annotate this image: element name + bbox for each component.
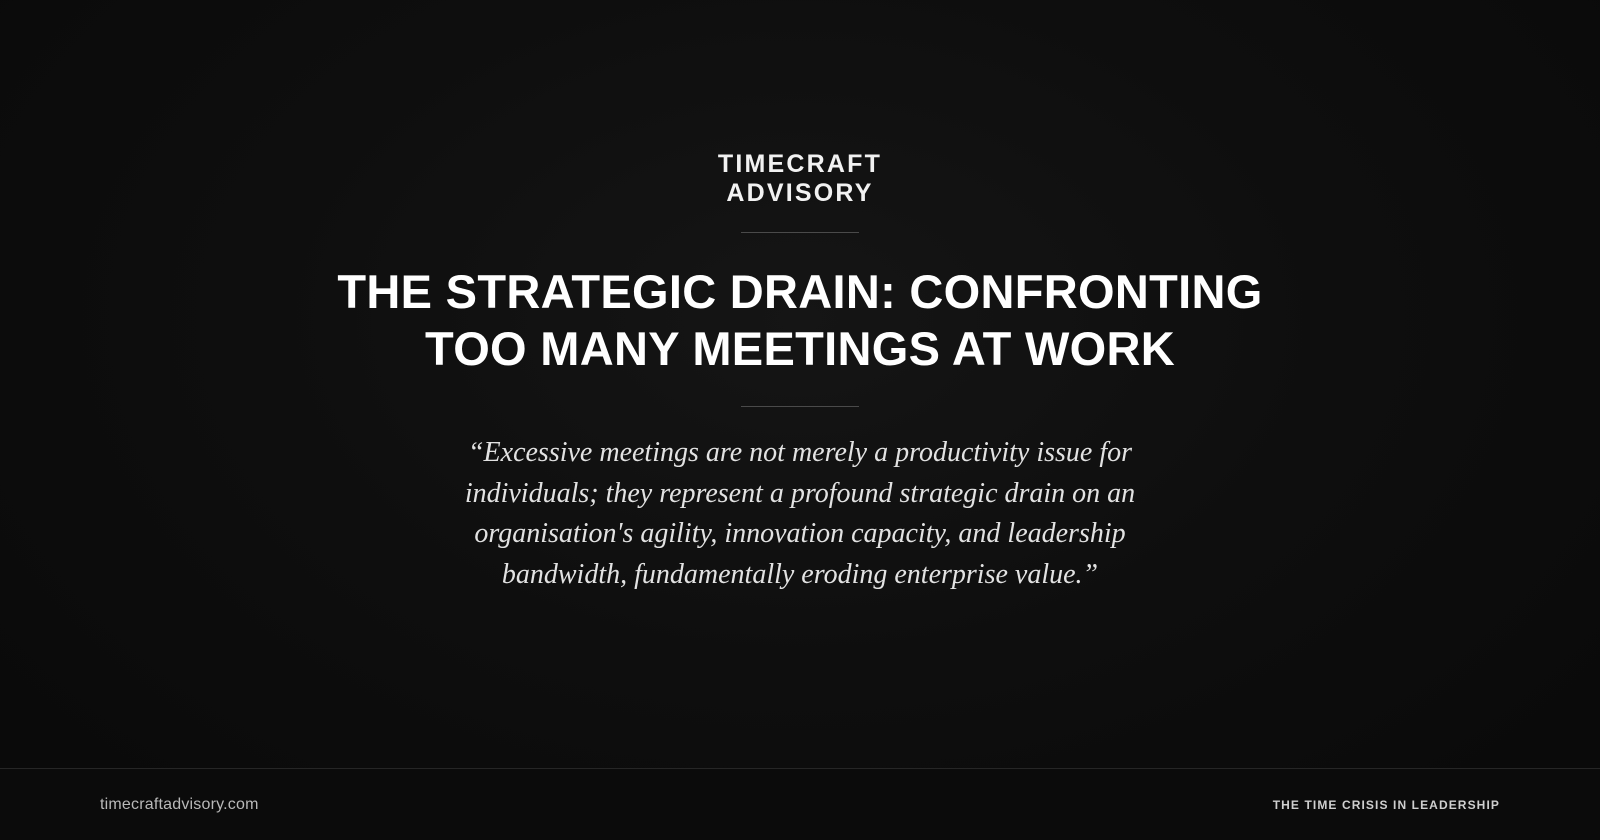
divider-bottom — [741, 406, 859, 407]
divider-top — [741, 232, 859, 233]
footer-section-label: THE TIME CRISIS IN LEADERSHIP — [1272, 797, 1500, 812]
slide-footer — [0, 768, 1600, 840]
pull-quote: “Excessive meetings are not merely a productivity issue for individuals; they represent a profound strategic drain on an organisation's agility, innovation capacity, and leadership bandwidth, fundamentally eroding enterprise value.” — [464, 436, 1136, 591]
brand-name-secondary: ADVISORY — [726, 179, 874, 207]
brand-name-primary: TIMECRAFT — [717, 150, 883, 178]
page-title: THE STRATEGIC DRAIN: CONFRONTING TOO MANY MEETINGS AT WORK — [337, 265, 1263, 376]
footer-website: timecraftadvisory.com — [100, 795, 259, 813]
brand-logo — [718, 152, 882, 206]
